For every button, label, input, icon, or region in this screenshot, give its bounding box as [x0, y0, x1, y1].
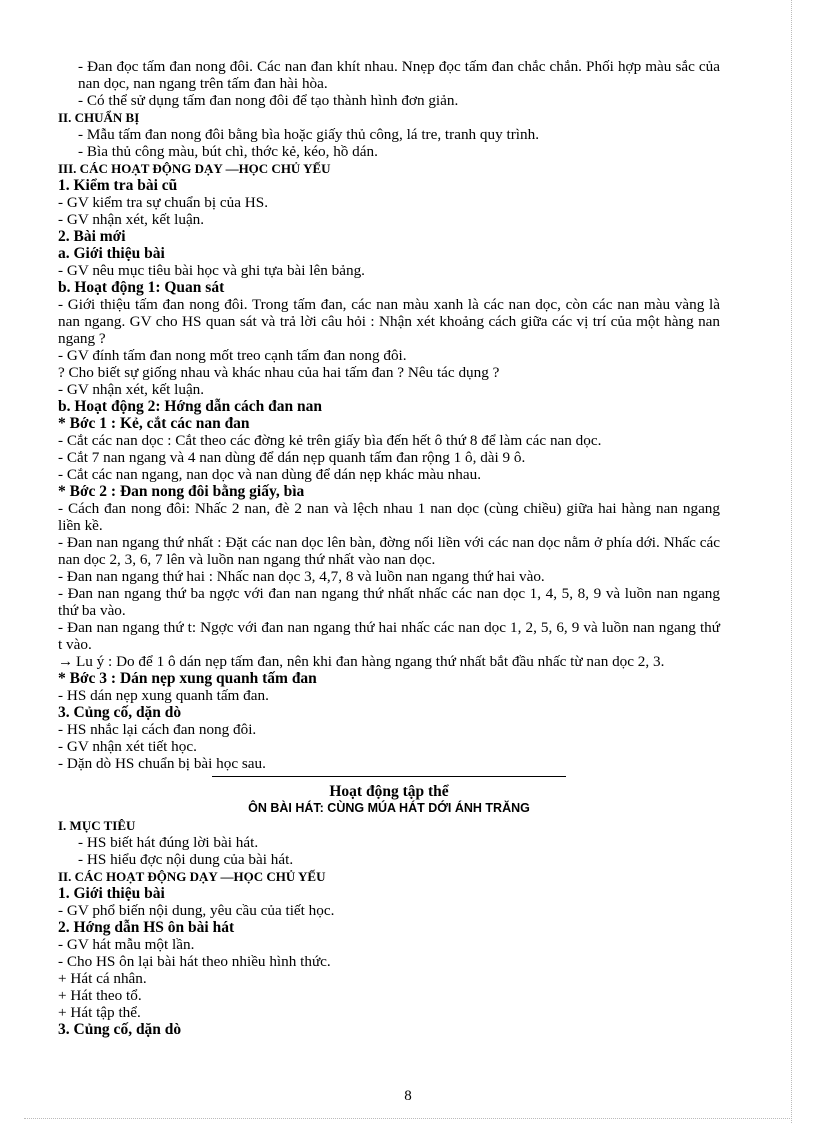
intro-line: - Có thể sử dụng tấm đan nong đôi để tạo thành hình đơn giản. [78, 92, 459, 109]
list-item: - GV nêu mục tiêu bài học và ghi tựa bài lên bảng. [58, 262, 365, 279]
list-item: - Giới thiệu tấm đan nong đôi. Trong tấm đan, các nan màu xanh là các nan dọc, còn các nan màu vàng là nan ngang. GV cho HS quan sát và trả lời câu hỏi : Nhận xét khoảng cách giữa các vị trí của một hàng nan ngang ? [58, 296, 720, 347]
list-item: - HS biết hát đúng lời bài hát. [78, 834, 259, 851]
list-item: - Đan nan ngang thứ ba ngợc với đan nan ngang thứ nhất nhấc các nan dọc 1, 4, 5, 8, 9 và luồn nan ngang thứ ba vào. [58, 585, 720, 619]
list-item: + Hát tập thể. [58, 1004, 141, 1021]
heading-buoc-3: * Bớc 3 : Dán nẹp xung quanh tấm đan [58, 670, 317, 687]
section-title: Hoạt động tập thể [329, 783, 449, 800]
document-page [58, 58, 720, 1038]
section-subtitle: ÔN BÀI HÁT: CÙNG MÚA HÁT DỚI ÁNH TRĂNG [248, 801, 530, 815]
section-divider [212, 776, 566, 777]
list-item: - Cho HS ôn lại bài hát theo nhiều hình thức. [58, 953, 331, 970]
list-item: - GV nhận xét, kết luận. [58, 381, 205, 398]
heading-muc-tieu: I. MỤC TIÊU [58, 818, 136, 833]
list-item: - Dặn dò HS chuẩn bị bài học sau. [58, 755, 266, 772]
note-text: Lu ý : Do để 1 ô dán nẹp tấm đan, nên khi đan hàng ngang thứ nhất bắt đầu nhấc từ nan dọc 2, 3. [76, 653, 665, 670]
list-item: - Bìa thủ công màu, bút chì, thớc kẻ, kéo, hồ dán. [78, 143, 378, 160]
list-item: + Hát theo tổ. [58, 987, 142, 1004]
heading-gioi-thieu: a. Giới thiệu bài [58, 245, 165, 262]
list-item: - GV phổ biến nội dung, yêu cầu của tiết học. [58, 902, 335, 919]
list-item: - Cắt các nan dọc : Cắt theo các đờng kẻ trên giấy bìa đến hết ô thứ 8 để làm các nan dọc. [58, 432, 602, 449]
list-item: - HS nhắc lại cách đan nong đôi. [58, 721, 257, 738]
list-item: - HS dán nẹp xung quanh tấm đan. [58, 687, 269, 704]
intro-line: - Đan đọc tấm đan nong đôi. Các nan đan khít nhau. Nnẹp đọc tấm đan chắc chắn. Phối hợp màu sắc của nan dọc, nan ngang trên tấm đan hài hòa. [78, 58, 720, 92]
heading-cung-co: 3. Củng cố, dặn dò [58, 704, 182, 721]
heading-cung-co: 3. Củng cố, dặn dò [58, 1021, 182, 1038]
heading-hoat-dong-2: b. Hoạt động 2: Hớng dẫn cách đan nan [58, 398, 322, 415]
heading-chuan-bi: II. CHUẨN BỊ [58, 110, 140, 125]
list-item: - GV nhận xét, kết luận. [58, 211, 205, 228]
list-item: - Cách đan nong đôi: Nhấc 2 nan, đè 2 nan và lệch nhau 1 nan dọc (cùng chiều) giữa hai hàng nan ngang liền kề. [58, 500, 720, 534]
arrow-right-icon: → [58, 653, 74, 670]
page-border-bottom [24, 1118, 792, 1119]
list-item: - Cắt 7 nan ngang và 4 nan dùng để dán nẹp quanh tấm đan rộng 1 ô, dài 9 ô. [58, 449, 526, 466]
page-border-right [791, 0, 792, 1123]
heading-huong-dan: 2. Hớng dẫn HS ôn bài hát [58, 919, 235, 936]
list-item: - GV nhận xét tiết học. [58, 738, 197, 755]
heading-bai-moi: 2. Bài mới [58, 228, 126, 245]
heading-gioi-thieu: 1. Giới thiệu bài [58, 885, 165, 902]
heading-hoat-dong-1: b. Hoạt động 1: Quan sát [58, 279, 225, 296]
heading-kiem-tra: 1. Kiểm tra bài cũ [58, 177, 178, 194]
list-item: ? Cho biết sự giống nhau và khác nhau của hai tấm đan ? Nêu tác dụng ? [58, 364, 500, 381]
list-item: - Đan nan ngang thứ nhất : Đặt các nan dọc lên bàn, đờng nối liền với các nan dọc nằm ở phía dới. Nhấc các nan dọc 2, 3, 6, 7 lên và luồn nan ngang thứ nhất vào nan dọc. [58, 534, 720, 568]
list-item: + Hát cá nhân. [58, 970, 147, 987]
list-item: - Đan nan ngang thứ t: Ngợc với đan nan ngang thứ hai nhấc các nan dọc 1, 2, 5, 6, 9 và luồn nan ngang thứ t vào. [58, 619, 720, 653]
heading-buoc-2: * Bớc 2 : Đan nong đôi bằng giấy, bìa [58, 483, 305, 500]
list-item: - Cắt các nan ngang, nan dọc và nan dùng để dán nẹp khác màu nhau. [58, 466, 481, 483]
list-item: - GV kiểm tra sự chuẩn bị của HS. [58, 194, 268, 211]
list-item: - GV đính tấm đan nong mốt treo cạnh tấm đan nong đôi. [58, 347, 407, 364]
note [58, 653, 720, 670]
heading-hoat-dong: III. CÁC HOẠT ĐỘNG DẠY —HỌC CHỦ YẾU [58, 161, 331, 176]
list-item: - GV hát mẫu một lần. [58, 936, 195, 953]
list-item: - Đan nan ngang thứ hai : Nhấc nan dọc 3, 4,7, 8 và luồn nan ngang thứ hai vào. [58, 568, 545, 585]
page-number: 8 [404, 1088, 412, 1104]
heading-hoat-dong: II. CÁC HOẠT ĐỘNG DẠY —HỌC CHỦ YẾU [58, 869, 326, 884]
list-item: - Mẫu tấm đan nong đôi bằng bìa hoặc giấy thủ công, lá tre, tranh quy trình. [78, 126, 539, 143]
list-item: - HS hiểu đợc nội dung của bài hát. [78, 851, 294, 868]
heading-buoc-1: * Bớc 1 : Kẻ, cắt các nan đan [58, 415, 250, 432]
